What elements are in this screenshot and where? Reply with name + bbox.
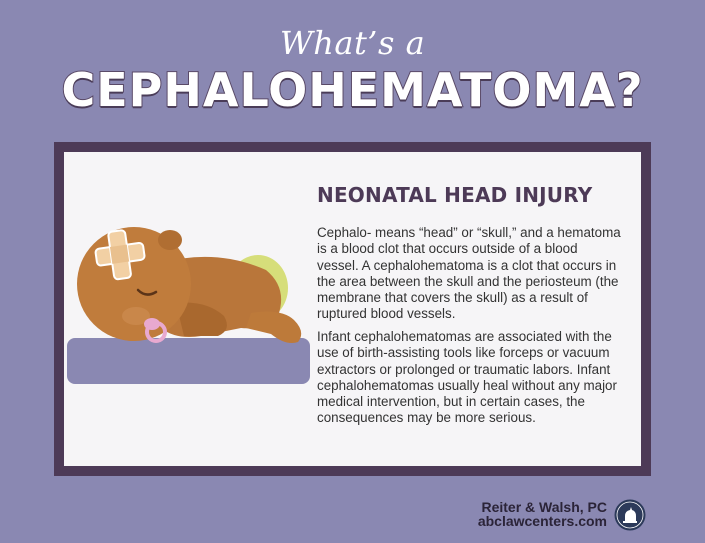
website-link[interactable]: abclawcenters.com [477, 513, 607, 529]
causes-paragraph: Infant cephalohematomas are associated with the use of birth-assisting tools like forceps or vacuum extractors or prolonged or traumatic labors. Infant cephalohematomas usually heal without any major medical intervention, but in certain cases, the consequences may be more serious. [317, 329, 617, 426]
definition-paragraph: Cephalo- means “head” or “skull,” and a hematoma is a blood clot that occurs outside of a blood vessel. A cephalohematoma is a clot that occurs in the area between the skull and the periosteum (the membrane that covers the skull) as a result of ruptured blood vessels. [317, 225, 621, 322]
baby-ear [158, 230, 182, 250]
lawyer-seal-logo-icon [614, 499, 646, 531]
brand-block [478, 500, 607, 529]
subtitle: What’s a [279, 24, 426, 62]
card-heading: NEONATAL HEAD INJURY [317, 183, 593, 207]
mattress [67, 338, 310, 384]
firm-name: Reiter & Walsh, PC [481, 499, 607, 515]
sleeping-baby-illustration [66, 208, 316, 386]
page-title: CEPHALOHEMATOMA? [61, 63, 644, 117]
